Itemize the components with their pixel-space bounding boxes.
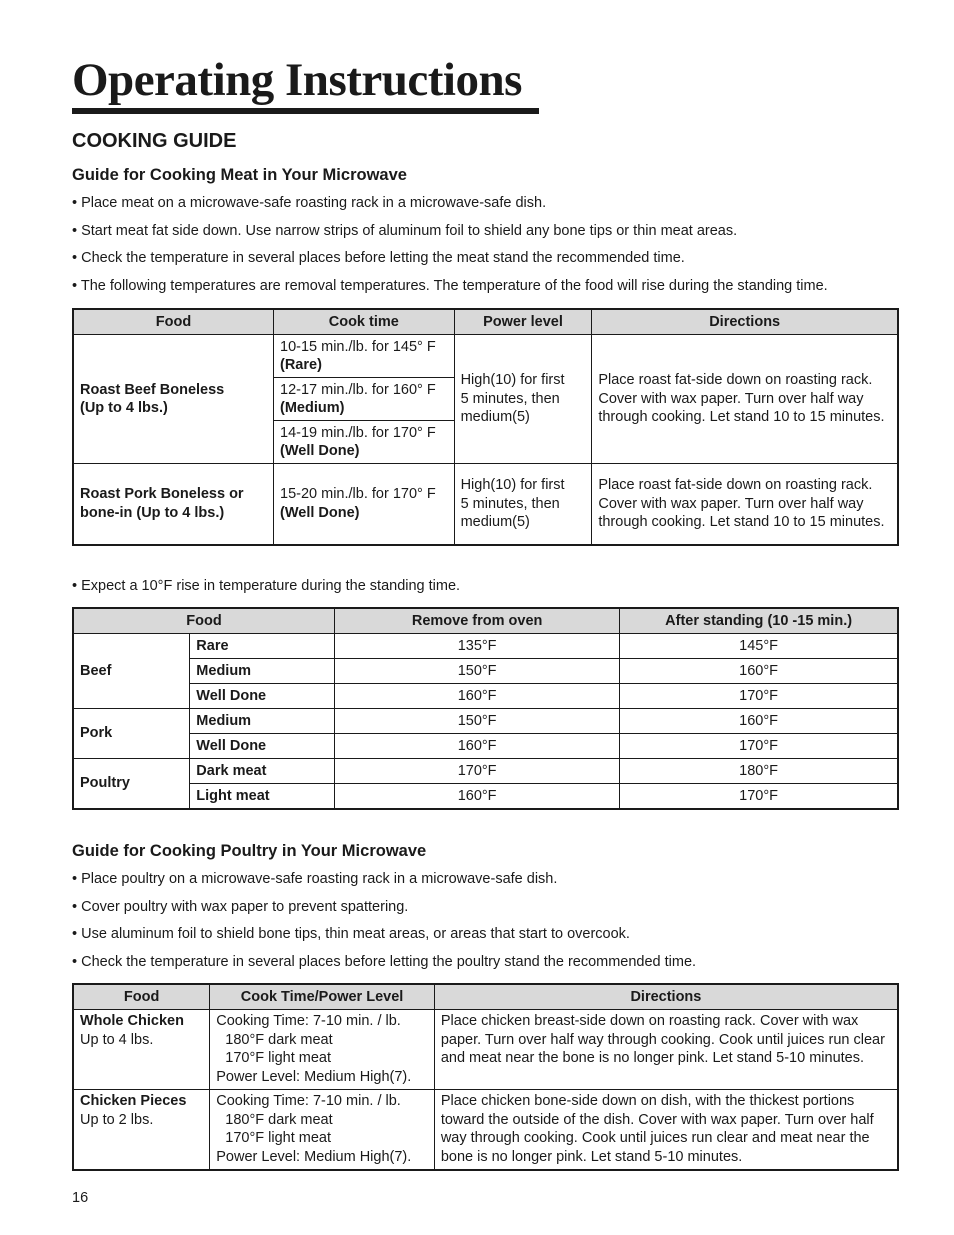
food-cell [73,464,274,545]
cook-time-cell [274,335,455,378]
cook-time-cell [274,421,455,464]
remove-temp: 160°F [335,784,620,810]
meat-cooking-table [72,308,899,546]
column-header: Food [73,608,335,634]
column-header: After standing (10 -15 min.) [620,608,898,634]
meat-bullet: • The following temperatures are removal temperatures. The temperature of the food will rise during the standing time. [72,278,828,294]
food-cell [73,1010,210,1090]
doneness: (Medium) [280,400,345,416]
light-meat-temp: 170°F light meat [225,1130,332,1146]
table-row [73,335,898,378]
directions-cell: Place chicken breast-side down on roasting rack. Cover with wax paper. Turn over half way through cooking. Cook until juices run clear and meat near the bone is no longer pink. Let stand 5-10 minutes. [434,1010,898,1090]
table-row [73,759,898,784]
remove-temp: 135°F [335,634,620,659]
poultry-cooking-table [72,983,899,1171]
page-number: 16 [72,1190,89,1206]
poultry-bullet: • Place poultry on a microwave-safe roasting rack in a microwave-safe dish. [72,871,558,887]
after-standing-temp: 170°F [620,734,898,759]
after-standing-temp: 160°F [620,709,898,734]
cook-time-cell [210,1010,435,1090]
doneness: (Rare) [280,357,322,373]
directions-cell: Place roast fat-side down on roasting rack. Cover with wax paper. Turn over half way through cooking. Let stand 10 to 15 minutes. [592,335,898,464]
power-level: 5 minutes, then [460,495,560,512]
cook-time: Cooking Time: 7-10 min. / lb. [216,1013,401,1029]
cook-time-cell [274,378,455,421]
directions-cell: Place roast fat-side down on roasting rack. Cover with wax paper. Turn over half way through cooking. Let stand 10 to 15 minutes. [592,464,898,545]
table-row [73,1010,898,1090]
power-level: medium(5) [460,514,530,530]
table-row [73,659,898,684]
section-title: COOKING GUIDE [72,130,237,152]
remove-temp: 160°F [335,684,620,709]
after-standing-temp: 170°F [620,784,898,810]
poultry-bullet: • Cover poultry with wax paper to prevent spattering. [72,899,409,915]
table-header-row [73,984,898,1010]
cook-time-cell [210,1090,435,1170]
light-meat-temp: 170°F light meat [225,1050,332,1066]
food-group: Pork [73,709,190,759]
power-level: medium(5) [460,409,530,426]
cook-time-cell [274,464,455,545]
poultry-bullet: • Check the temperature in several places before letting the poultry stand the recommended time. [72,954,697,970]
column-header: Food [73,984,210,1010]
remove-temp: 170°F [335,759,620,784]
table-row [73,709,898,734]
power-level: Power Level: Medium High(7). [216,1148,412,1165]
dark-meat-temp: 180°F dark meat [225,1111,333,1128]
table-row [73,464,898,545]
cook-time: Cooking Time: 7-10 min. / lb. [216,1093,401,1109]
food-limit: bone-in (Up to 4 lbs.) [80,504,225,521]
meat-guide-title: Guide for Cooking Meat in Your Microwave [72,166,407,184]
power-level: High(10) for first [460,372,565,389]
remove-temp: 150°F [335,659,620,684]
food-cell [73,1090,210,1170]
power-level: 5 minutes, then [460,390,560,407]
after-standing-temp: 160°F [620,659,898,684]
table-row [73,784,898,810]
power-level-cell [454,335,592,464]
doneness: (Well Done) [280,504,360,521]
table-row [73,1090,898,1170]
table-header-row [73,309,898,335]
cook-time: 10-15 min./lb. for 145° F [280,338,436,355]
cook-time: 12-17 min./lb. for 160° F [280,381,436,398]
food-name: Roast Pork Boneless or [80,486,244,503]
table-row [73,734,898,759]
table-row [73,634,898,659]
food-cell [73,335,274,464]
column-header: Remove from oven [335,608,620,634]
food-limit: Up to 4 lbs. [80,1031,154,1048]
remove-temp: 150°F [335,709,620,734]
doneness-level: Medium [190,659,335,684]
column-header: Cook time [274,309,455,335]
remove-temp: 160°F [335,734,620,759]
doneness-level: Medium [190,709,335,734]
food-limit: Up to 2 lbs. [80,1111,154,1128]
after-standing-temp: 180°F [620,759,898,784]
title-underline [72,108,539,114]
after-standing-temp: 170°F [620,684,898,709]
column-header: Cook Time/Power Level [210,984,435,1010]
column-header: Directions [434,984,898,1010]
column-header: Directions [592,309,898,335]
after-standing-temp: 145°F [620,634,898,659]
power-level: Power Level: Medium High(7). [216,1068,412,1085]
doneness-level: Well Done [190,684,335,709]
temperature-table [72,607,899,810]
food-name: Roast Beef Boneless [80,381,225,398]
food-name: Whole Chicken [80,1013,184,1029]
cook-time: 14-19 min./lb. for 170° F [280,424,436,441]
doneness-level: Well Done [190,734,335,759]
meat-bullet: • Check the temperature in several places before letting the meat stand the recommended time. [72,250,685,266]
meat-bullet: • Start meat fat side down. Use narrow strips of aluminum foil to shield any bone tips or thin meat areas. [72,223,738,239]
column-header: Power level [454,309,592,335]
power-level: High(10) for first [460,477,565,493]
page-title: Operating Instructions [72,54,522,106]
doneness-level: Dark meat [190,759,335,784]
table-header-row [73,608,898,634]
doneness-level: Rare [190,634,335,659]
temperature-note: • Expect a 10°F rise in temperature during the standing time. [72,578,461,594]
food-group: Beef [73,634,190,709]
power-level-cell [454,464,592,545]
food-limit: (Up to 4 lbs.) [80,400,168,416]
cook-time: 15-20 min./lb. for 170° F [280,486,436,503]
meat-bullet: • Place meat on a microwave-safe roasting rack in a microwave-safe dish. [72,195,547,211]
poultry-guide-title: Guide for Cooking Poultry in Your Microwave [72,842,427,860]
column-header: Food [73,309,274,335]
doneness-level: Light meat [190,784,335,810]
doneness: (Well Done) [280,443,360,459]
food-name: Chicken Pieces [80,1093,187,1109]
food-group: Poultry [73,759,190,810]
table-row [73,684,898,709]
poultry-bullet: • Use aluminum foil to shield bone tips, thin meat areas, or areas that start to overcook. [72,926,630,942]
dark-meat-temp: 180°F dark meat [225,1031,333,1048]
directions-cell: Place chicken bone-side down on dish, with the thickest portions toward the outside of the dish. Cover with wax paper. Turn over half way through cooking. Cook until juices run clear and meat near the bone is no longer pink. Let stand 5-10 minutes. [434,1090,898,1170]
